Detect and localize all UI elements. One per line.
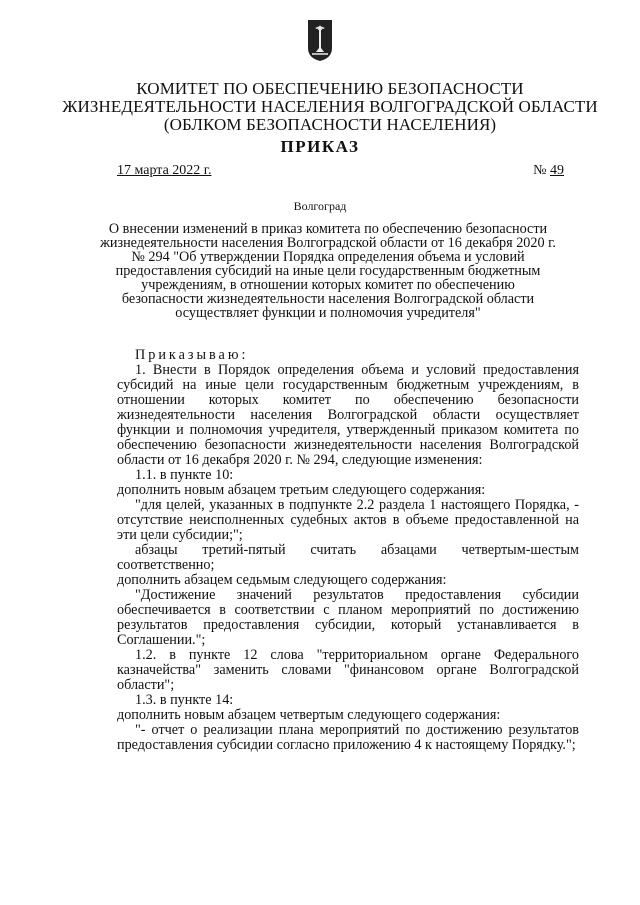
agency-name-line-3: (ОБЛКОМ БЕЗОПАСНОСТИ НАСЕЛЕНИЯ): [163, 115, 497, 134]
paragraph-5: дополнить абзацем седьмым следующего содержания:: [117, 572, 447, 588]
paragraph-8: 1.3. в пункте 14:: [135, 692, 234, 708]
city: Волгоград: [293, 199, 347, 213]
document-subject: О внесении изменений в приказ комитета по обеспечению безопасности жизнедеятельности населения Волгоградской области от 16 декабря 2020 г. № 294 "Об утверждении Порядка определения объема и условий предоставления субсидий на иные цели государственным бюджетным учреждениям, в отношении которых комитет по обеспечению безопасности жизнедеятельности населения Волгоградской области осуществляет функции и полномочия учредителя": [100, 221, 556, 321]
document-type-title: ПРИКАЗ: [280, 137, 360, 156]
document-body: [117, 348, 579, 753]
order-word: Приказываю:: [135, 347, 249, 363]
number-value: 49: [550, 163, 564, 178]
agency-name-line-2: ЖИЗНЕДЕЯТЕЛЬНОСТИ НАСЕЛЕНИЯ ВОЛГОГРАДСКОЙ ОБЛАСТИ: [62, 97, 598, 116]
document-number: [533, 163, 564, 179]
agency-name-line-1: КОМИТЕТ ПО ОБЕСПЕЧЕНИЮ БЕЗОПАСНОСТИ: [136, 79, 524, 98]
paragraph-2: дополнить новым абзацем третьим следующего содержания:: [117, 482, 486, 498]
paragraph-4: абзацы третий-пятый считать абзацами четвертым-шестым соответственно;: [117, 542, 579, 573]
paragraph-1: 1. Внести в Порядок определения объема и условий предоставления субсидий на иные цели государственным бюджетным учреждениям, в отношении которых комитет по обеспечению безопасности жизнедеятельности населения Волгоградской области осуществляет функции и полномочия учредителя, утвержденный приказом комитета по обеспечению безопасности жизнедеятельности населения Волгоградской области от 16 декабря 2020 г. № 294, следующие изменения:: [117, 362, 579, 468]
document-date: 17 марта 2022 г.: [117, 163, 212, 178]
coat-of-arms-icon: [306, 18, 334, 62]
paragraph-3: "для целей, указанных в подпункте 2.2 раздела 1 настоящего Порядка, - отсутствие неисполненных судебных актов в объеме предоставленной на эти цели субсидии;";: [117, 497, 579, 543]
paragraph-6: "Достижение значений результатов предоставления субсидии обеспечивается в соответствии с планом мероприятий по достижению результатов предоставления субсидии, который устанавливается в Соглашении.";: [117, 587, 579, 648]
paragraph-10: "- отчет о реализации плана мероприятий по достижению результатов предоставления субсидии согласно приложению 4 к настоящему Порядку.";: [117, 722, 579, 753]
number-prefix: №: [533, 163, 547, 178]
paragraph-1-1: 1.1. в пункте 10:: [135, 467, 234, 483]
paragraph-7: 1.2. в пункте 12 слова "территориальном органе Федерального казначейства" заменить словами "финансовом органе Волгоградской области";: [117, 647, 579, 693]
paragraph-9: дополнить новым абзацем четвертым следующего содержания:: [117, 707, 501, 723]
